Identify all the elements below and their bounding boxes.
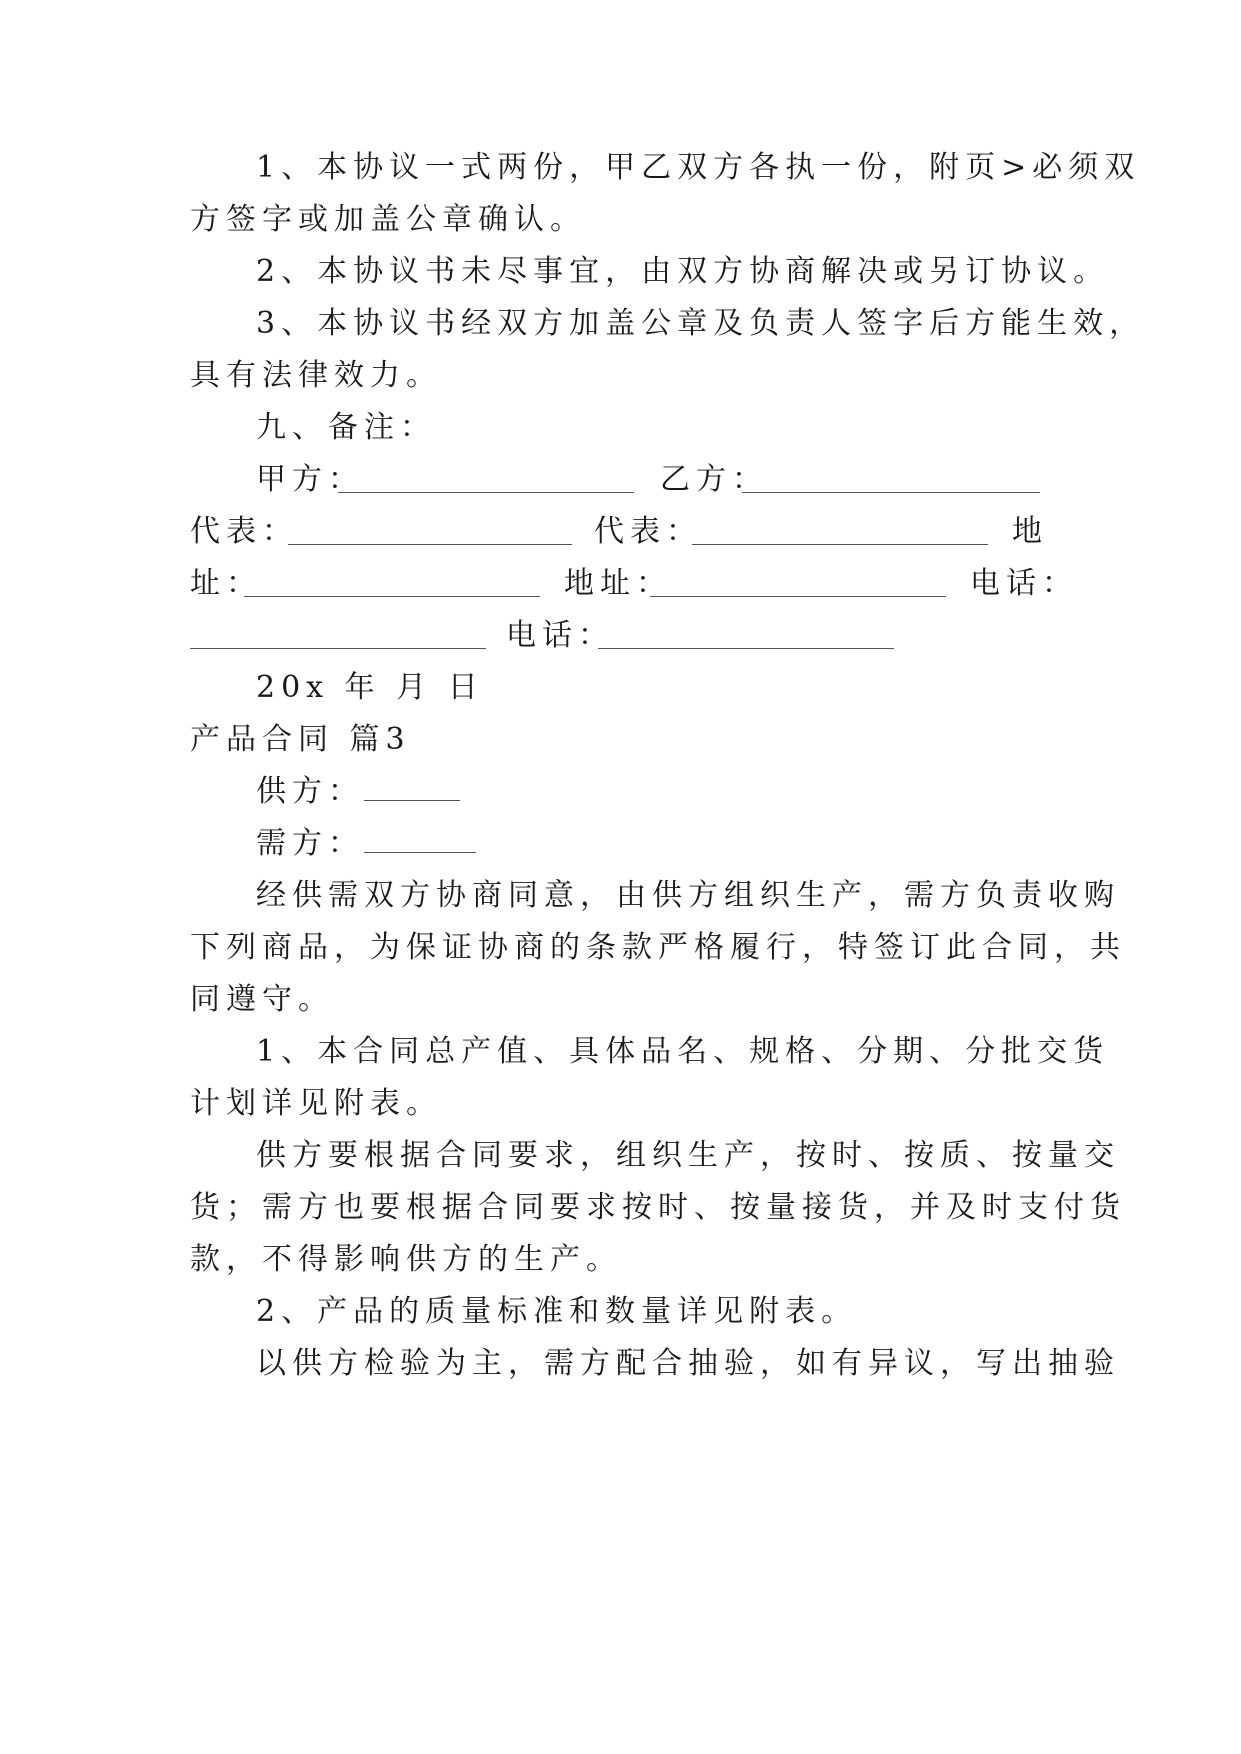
address-a-label-part1: 地 [1012,514,1048,549]
paragraph-line: 经供需双方协商同意，由供方组织生产，需方负责收购 [256,878,1120,913]
supplier-line [256,772,1050,812]
party-b-blank[interactable] [742,466,1040,493]
buyer-blank[interactable] [364,826,476,853]
rep-a-blank[interactable] [288,518,572,545]
signature-row-addresses [190,564,1078,604]
paragraph-line: 款，不得影响供方的生产。 [190,1242,622,1277]
address-a-blank[interactable] [244,570,540,597]
paragraph-line: 以供方检验为主，需方配合抽验，如有异议，写出抽验 [256,1346,1120,1381]
phone-a-label: 电话： [970,566,1078,601]
paragraph-line: 同遵守。 [190,982,334,1017]
phone-a-blank[interactable] [190,622,486,649]
buyer-label: 需方： [256,826,364,861]
paragraph-line: 3、本协议书经双方加盖公章及负责人签字后方能生效， [256,306,1146,341]
date-line: 20x 年 月 日 [256,670,484,705]
paragraph-line: 1、本协议一式两份，甲乙双方各执一份，附页>必须双 [256,150,1141,185]
paragraph-line: 货；需方也要根据合同要求按时、按量接货，并及时支付货 [190,1190,1126,1225]
rep-b-label: 代表： [594,514,702,549]
party-a-label: 甲方： [256,462,364,497]
paragraph-line: 计划详见附表。 [190,1086,442,1121]
address-a-label-part2: 址： [190,566,262,601]
paragraph-line: 1、本合同总产值、具体品名、规格、分期、分批交货 [256,1034,1110,1069]
rep-b-blank[interactable] [692,518,988,545]
signature-row-representatives [190,512,1050,552]
paragraph-line: 下列商品，为保证协商的条款严格履行，特签订此合同，共 [190,930,1126,965]
section-title: 产品合同 篇3 [190,722,411,757]
supplier-blank[interactable] [364,774,460,801]
supplier-label: 供方： [256,774,364,809]
paragraph-line: 具有法律效力。 [190,358,442,393]
paragraph-line: 2、本协议书未尽事宜，由双方协商解决或另订协议。 [256,254,1110,289]
phone-b-label: 电话： [506,618,614,653]
paragraph-line: 方签字或加盖公章确认。 [190,202,586,237]
remark-heading: 九、备注： [256,410,436,445]
address-b-blank[interactable] [650,570,946,597]
buyer-line [256,824,1050,864]
party-a-blank[interactable] [338,466,634,493]
party-b-label: 乙方： [660,462,768,497]
address-b-label: 地址： [564,566,672,601]
signature-row-parties [190,460,1050,500]
signature-row-phones [190,616,1050,656]
paragraph-line: 2、产品的质量标准和数量详见附表。 [256,1294,858,1329]
paragraph-line: 供方要根据合同要求，组织生产，按时、按质、按量交 [256,1138,1120,1173]
rep-a-label: 代表： [190,514,298,549]
phone-b-blank[interactable] [598,622,894,649]
